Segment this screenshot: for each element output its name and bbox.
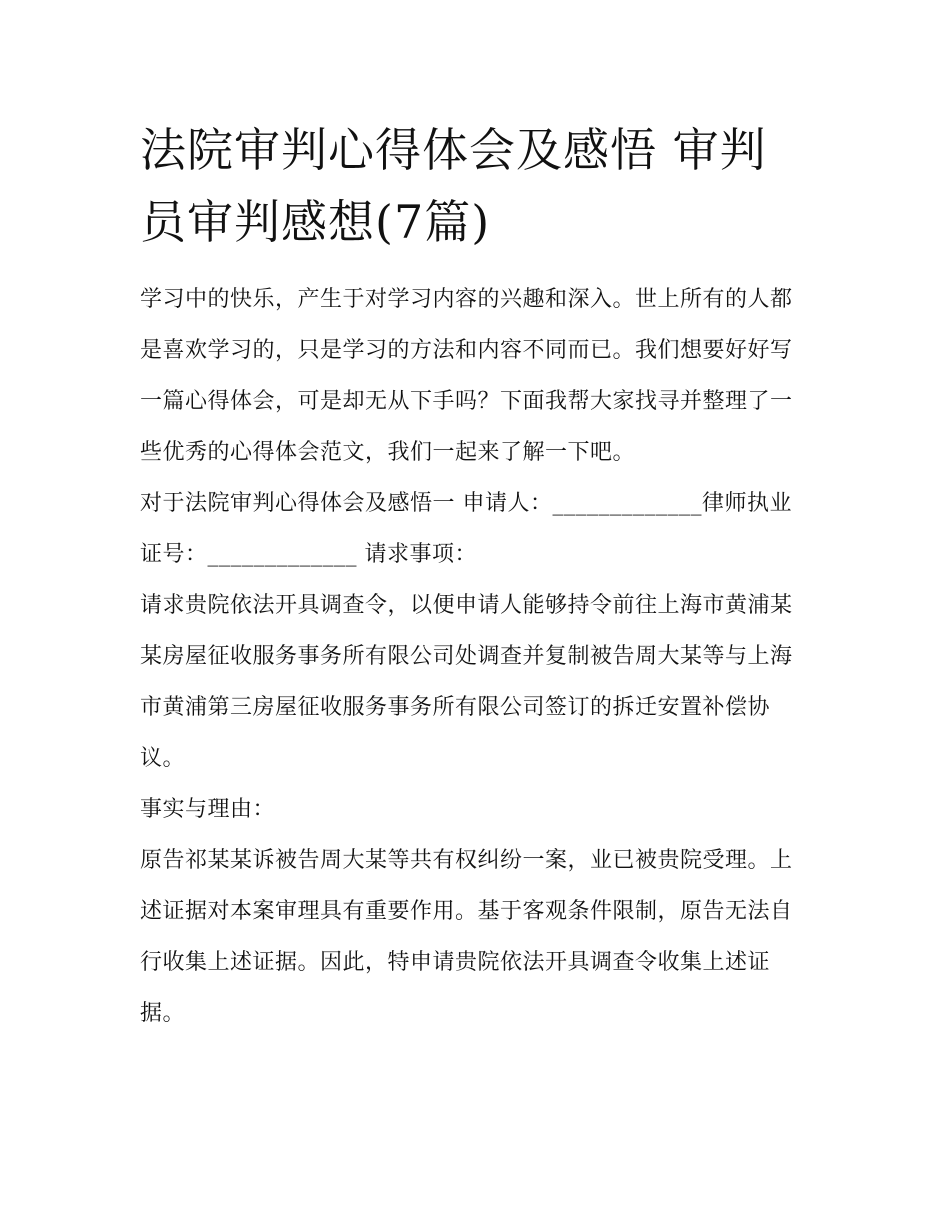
intro-paragraph: 学习中的快乐，产生于对学习内容的兴趣和深入。世上所有的人都是喜欢学习的，只是学习的方法和内容不同而已。我们想要好好写一篇心得体会，可是却无从下手吗？下面我帮大家找寻并整理了一些优秀的心得体会范文，我们一起来了解一下吧。: [140, 287, 793, 465]
request-paragraph: 请求贵院依法开具调查令，以便申请人能够持令前往上海市黄浦某某房屋征收服务事务所有限公司处调查并复制被告周大某等与上海市黄浦第三房屋征收服务事务所有限公司签订的拆迁安置补偿协议。: [140, 593, 793, 771]
document-title: 法院审判心得体会及感悟 审判员审判感想(7篇): [140, 123, 767, 249]
facts-heading: 事实与理由：: [140, 797, 276, 822]
facts-paragraph: 原告祁某某诉被告周大某等共有权纠纷一案，业已被贵院受理。上述证据对本案审理具有重要作用。基于客观条件限制，原告无法自行收集上述证据。因此，特申请贵院依法开具调查令收集上述证据。: [140, 848, 793, 1026]
applicant-paragraph: 对于法院审判心得体会及感悟一 申请人：_____________律师执业证号：_____________ 请求事项：: [140, 491, 792, 567]
document-body: [140, 274, 812, 1039]
document-page: [140, 114, 812, 1039]
